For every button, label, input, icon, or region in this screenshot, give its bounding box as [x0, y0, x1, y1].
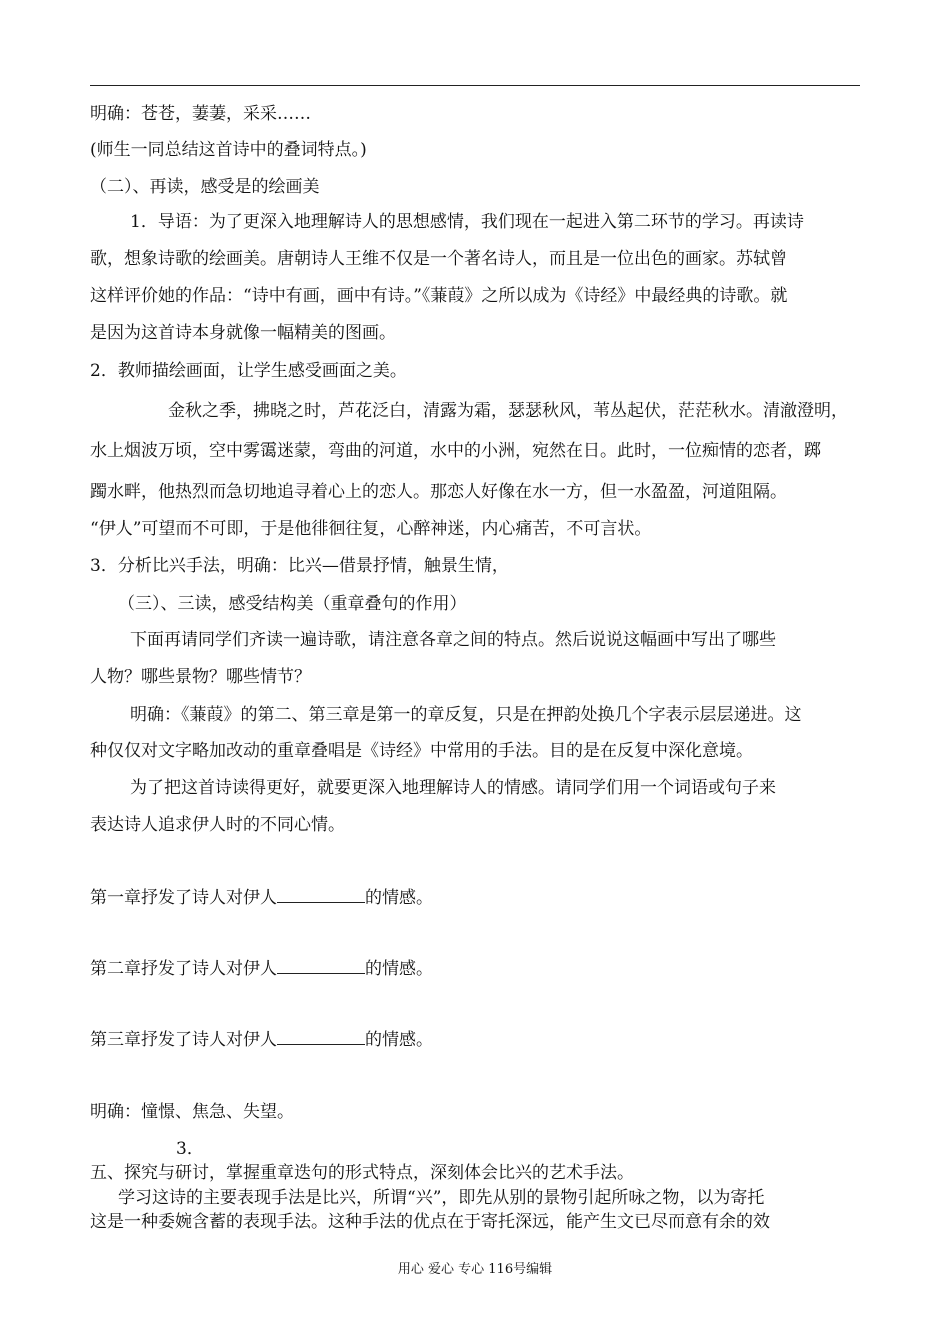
- text-line: 种仅仅对文字略加改动的重章叠唱是《诗经》中常用的手法。目的是在反复中深化意境。: [90, 741, 753, 761]
- text-line: 金秋之季，拂晓之时，芦花泛白，清露为霜，瑟瑟秋风，苇丛起伏，茫茫秋水。清澈澄明，: [168, 401, 848, 421]
- text-line: 这样评价她的作品：“诗中有画，画中有诗。”《蒹葭》之所以成为《诗经》中最经典的诗歌。就: [90, 286, 788, 306]
- text-line: 这是一种委婉含蓄的表现手法。这种手法的优点在于寄托深远，能产生文已尽而意有余的效: [90, 1212, 770, 1232]
- section-heading: （三）、三读，感受结构美（重章叠句的作用）: [118, 594, 467, 614]
- text-line: 明确：憧憬、焦急、失望。: [90, 1102, 294, 1122]
- fill-in-blank[interactable]: [277, 1030, 365, 1045]
- section-heading: 五、探究与研讨，掌握重章迭句的形式特点，深刻体会比兴的艺术手法。: [90, 1163, 634, 1183]
- text-line: 躅水畔，他热烈而急切地追寻着心上的恋人。那恋人好像在水一方，但一水盈盈，河道阻隔。: [90, 482, 787, 502]
- blank-prefix: 第二章抒发了诗人对伊人: [90, 959, 277, 979]
- blank-question-2: [90, 958, 865, 980]
- text-line: 学习这诗的主要表现手法是比兴，所谓“兴”，即先从别的景物引起所咏之物，以为寄托: [118, 1188, 765, 1208]
- page-footer: 用心 爱心 专心 116号编辑: [397, 1262, 553, 1277]
- text-line: 水上烟波万顷，空中雾霭迷蒙，弯曲的河道，水中的小洲，宛然在日。此时，一位痴情的恋者，踯: [90, 441, 821, 461]
- text-line: 为了把这首诗读得更好，就要更深入地理解诗人的情感。请同学们用一个词语或句子来: [130, 778, 776, 798]
- text-line: 1．导语：为了更深入地理解诗人的思想感情，我们现在一起进入第二环节的学习。再读诗: [130, 212, 804, 232]
- text-line: (师生一同总结这首诗中的叠词特点。): [90, 140, 367, 160]
- text-line: 明确：《蒹葭》的第二、第三章是第一的章反复，只是在押韵处换几个字表示层层递进。这: [130, 705, 802, 725]
- text-line: “伊人”可望而不可即，于是他徘徊往复，心醉神迷，内心痛苦，不可言状。: [90, 519, 652, 539]
- text-line: 3．: [176, 1139, 204, 1159]
- blank-suffix: 的情感。: [365, 888, 433, 908]
- blank-suffix: 的情感。: [365, 1030, 433, 1050]
- blank-prefix: 第三章抒发了诗人对伊人: [90, 1030, 277, 1050]
- section-heading: （二）、再读，感受是的绘画美: [90, 177, 320, 197]
- text-line: 歌，想象诗歌的绘画美。唐朝诗人王维不仅是一个著名诗人，而且是一位出色的画家。苏轼曾: [90, 249, 787, 269]
- text-line: 2．教师描绘画面，让学生感受画面之美。: [90, 361, 407, 381]
- fill-in-blank[interactable]: [277, 888, 365, 903]
- fill-in-blank[interactable]: [277, 959, 365, 974]
- blank-question-1: [90, 887, 865, 909]
- blank-prefix: 第一章抒发了诗人对伊人: [90, 888, 277, 908]
- header-rule: [90, 85, 860, 86]
- blank-question-3: [90, 1029, 865, 1051]
- text-line: 下面再请同学们齐读一遍诗歌，请注意各章之间的特点。然后说说这幅画中写出了哪些: [130, 630, 776, 650]
- text-line: 明确：苍苍，萋萋，采采……: [90, 104, 311, 124]
- text-line: 3．分析比兴手法，明确：比兴—借景抒情，触景生情，: [90, 556, 509, 576]
- text-line: 表达诗人追求伊人时的不同心情。: [90, 815, 345, 835]
- text-line: 是因为这首诗本身就像一幅精美的图画。: [90, 323, 396, 343]
- blank-suffix: 的情感。: [365, 959, 433, 979]
- text-line: 人物？哪些景物？哪些情节？: [90, 667, 311, 687]
